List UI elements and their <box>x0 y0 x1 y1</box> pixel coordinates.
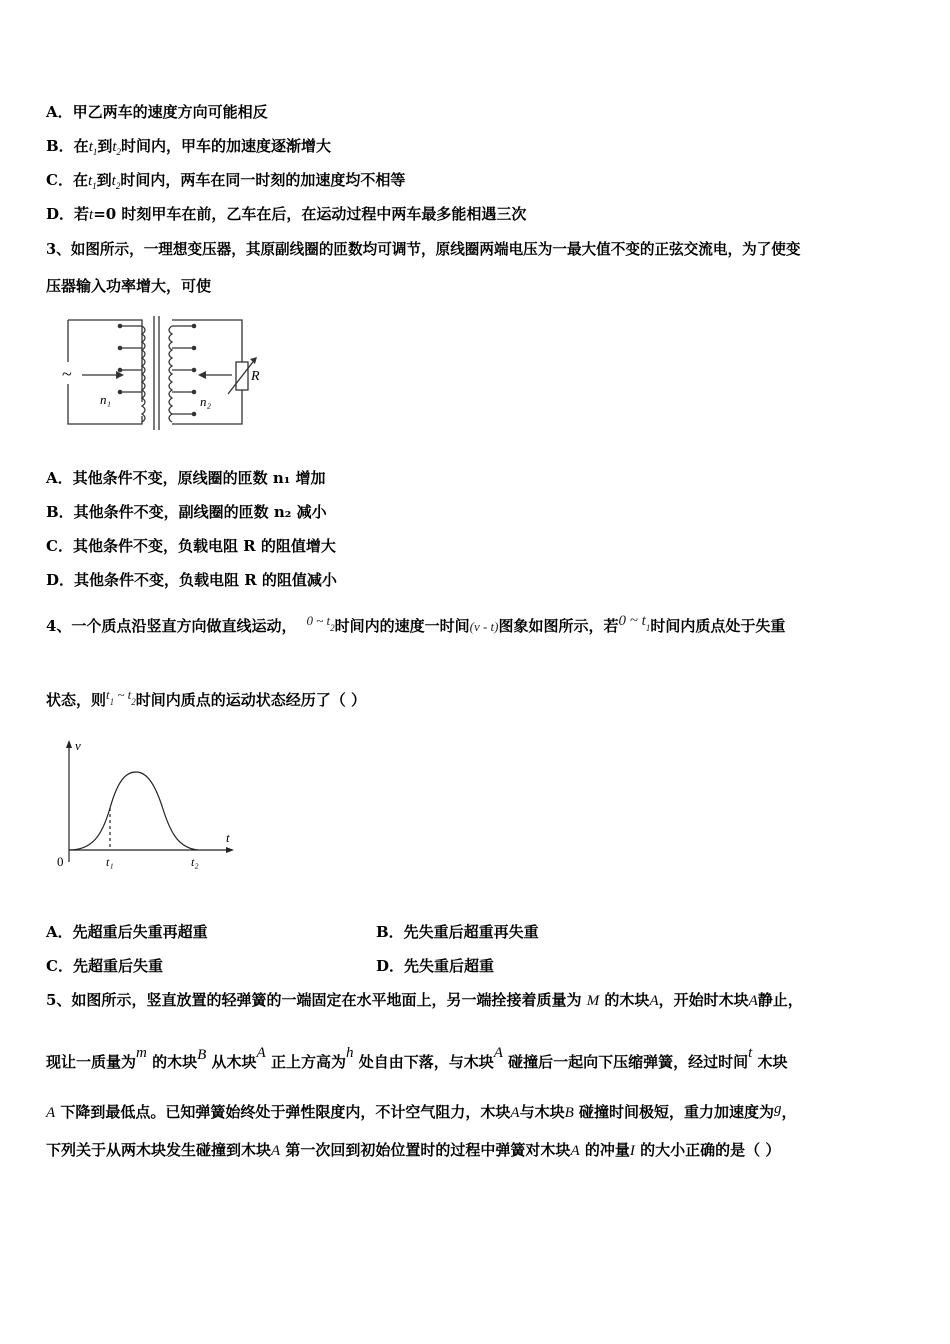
q5-stem-line3: A 下降到最低点。已知弹簧始终处于弹性限度内，不计空气阻力，木块A与木块B 碰撞时间极短，重力加速度为g， <box>46 1101 797 1121</box>
q2-option-d: D．若t=0 时刻甲车在前，乙车在后，在运动过程中两车最多能相遇三次 <box>46 205 527 223</box>
q4-option-a: A．先超重后失重再超重 <box>46 923 208 941</box>
q3-stem-line1: 3、如图所示，一理想变压器，其原副线圈的匝数均可调节，原线圈两端电压为一最大值不变的正弦交流电，为了使变 <box>46 241 801 258</box>
r-label: R <box>251 369 260 384</box>
q3-option-d: D．其他条件不变，负载电阻 R 的阻值减小 <box>46 571 337 589</box>
velocity-time-graph <box>52 736 242 872</box>
q4-stem-line1: 4、一个质点沿竖直方向做直线运动， 0 ~ $t_2$时间内的速度一时间(v - t)图象如图所示，若0 ~ $t_1$时间内质点处于失重 <box>46 613 786 635</box>
q2-option-b: B．在$t_1$到$t_2$时间内，甲车的加速度逐渐增大 <box>46 137 332 157</box>
velocity-curve <box>69 772 198 850</box>
q3-stem-line2: 压器输入功率增大，可使 <box>46 277 212 295</box>
q5-stem-line2: 现让一质量为m 的木块B 从木块A 正上方高为h 处自由下落，与木块A 碰撞后一起向下压缩弹簧，经过时间t 木块 <box>46 1045 788 1071</box>
q4-option-c: C．先超重后失重 <box>46 957 163 975</box>
t-axis-label: t <box>226 830 230 845</box>
q4-option-b: B．先失重后超重再失重 <box>376 923 539 941</box>
ac-source-symbol: ~ <box>62 364 72 384</box>
q3-option-a: A．其他条件不变，原线圈的匝数 n₁ 增加 <box>46 469 326 487</box>
q2-option-a: A．甲乙两车的速度方向可能相反 <box>46 103 268 121</box>
q3-option-b: B．其他条件不变，副线圈的匝数 n₂ 减小 <box>46 503 327 521</box>
q4-stem-line2: 状态，则$t_1$ ~ $t_2$时间内质点的运动状态经历了（ ） <box>46 687 367 709</box>
q2-option-c: C．在$t_1$到$t_2$时间内，两车在同一时刻的加速度均不相等 <box>46 171 406 191</box>
q4-option-d: D．先失重后超重 <box>376 957 495 975</box>
transformer-diagram <box>60 312 280 434</box>
q5-stem-line4: 下列关于从两木块发生碰撞到木块A 第一次回到初始位置时的过程中弹簧对木块A 的冲量I 的大小正确的是（ ） <box>46 1141 781 1159</box>
t1-tick-label: t₁ <box>106 855 114 869</box>
n1-label: n₁ <box>100 392 112 407</box>
n2-label: n₂ <box>200 394 212 409</box>
t2-tick-label: t₂ <box>191 855 199 869</box>
q3-option-c: C．其他条件不变，负载电阻 R 的阻值增大 <box>46 537 336 555</box>
q5-stem-line1: 5、如图所示，竖直放置的轻弹簧的一端固定在水平地面上，另一端拴接着质量为 M 的木块A，开始时木块A静止， <box>46 991 803 1009</box>
v-axis-label: v <box>75 738 81 753</box>
origin-label: 0 <box>57 854 64 869</box>
